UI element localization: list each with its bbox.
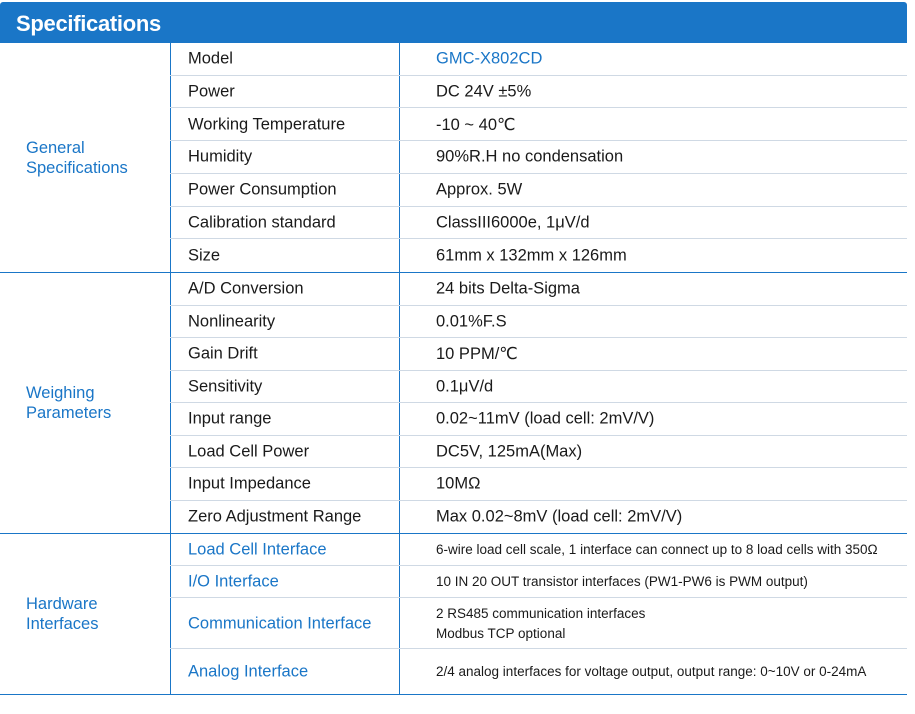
spec-value [436, 604, 645, 644]
spec-name: Calibration standard [188, 213, 336, 232]
spec-row [170, 501, 907, 534]
spec-row [170, 239, 907, 272]
spec-row [170, 403, 907, 436]
spec-value: Approx. 5W [436, 180, 523, 199]
spec-row [170, 371, 907, 404]
spec-value: 0.01%F.S [436, 312, 507, 331]
spec-row [170, 273, 907, 306]
spec-name: Gain Drift [188, 344, 258, 363]
section-label [26, 594, 98, 634]
spec-row [170, 108, 907, 141]
spec-row [170, 534, 907, 566]
section-label-line: Parameters [26, 404, 112, 422]
section-label-line: Specifications [26, 158, 128, 177]
spec-name: Communication Interface [188, 614, 372, 632]
spec-value-line: Modbus TCP optional [436, 625, 566, 641]
spec-table [0, 43, 907, 695]
spec-row [170, 338, 907, 371]
spec-value: 2/4 analog interfaces for voltage output, output range: 0~10V or 0-24mA [436, 663, 867, 679]
spec-row [170, 468, 907, 501]
section-label-line: General [26, 138, 85, 157]
spec-value: 61mm x 132mm x 126mm [436, 246, 627, 265]
spec-row [170, 76, 907, 109]
spec-row [170, 436, 907, 469]
section-label-line: Interfaces [26, 615, 99, 633]
spec-name: Load Cell Power [188, 442, 310, 461]
header-bar [0, 2, 907, 43]
spec-value: ClassIII6000e, 1μV/d [436, 213, 590, 232]
spec-row [170, 598, 907, 649]
section-label [26, 138, 128, 178]
section-label-line: Hardware [26, 595, 98, 613]
spec-value: -10 ~ 40℃ [436, 115, 516, 134]
spec-name: Input Impedance [188, 474, 311, 493]
spec-value: 10MΩ [436, 474, 481, 493]
spec-section [0, 273, 907, 534]
spec-value: 0.02~11mV (load cell: 2mV/V) [436, 409, 655, 428]
spec-name: Zero Adjustment Range [188, 507, 362, 526]
spec-value: DC 24V ±5% [436, 82, 532, 101]
spec-value-line: 2 RS485 communication interfaces [436, 605, 646, 621]
spec-value: DC5V, 125mA(Max) [436, 442, 583, 461]
spec-value: 24 bits Delta-Sigma [436, 279, 580, 298]
spec-name: Working Temperature [188, 115, 346, 134]
spec-name: Nonlinearity [188, 312, 276, 331]
spec-section [0, 534, 907, 695]
spec-name: Humidity [188, 147, 253, 166]
spec-name: Power Consumption [188, 180, 337, 199]
spec-name: A/D Conversion [188, 279, 304, 298]
page-title: Specifications [16, 11, 161, 36]
section-label [26, 383, 111, 423]
spec-row [170, 141, 907, 174]
spec-row [170, 649, 907, 694]
spec-row [170, 207, 907, 240]
spec-value: Max 0.02~8mV (load cell: 2mV/V) [436, 507, 683, 526]
spec-value: 6-wire load cell scale, 1 interface can connect up to 8 load cells with 350Ω [436, 542, 878, 557]
spec-name: Load Cell Interface [188, 540, 327, 559]
spec-value: 90%R.H no condensation [436, 147, 624, 166]
spec-name: Model [188, 49, 233, 68]
spec-name: Sensitivity [188, 377, 263, 396]
spec-section [0, 43, 907, 273]
spec-value: GMC-X802CD [436, 49, 543, 68]
spec-name: Size [188, 246, 221, 265]
spec-row [170, 306, 907, 339]
spec-value: 10 PPM/℃ [436, 345, 518, 364]
spec-row [170, 174, 907, 207]
spec-value: 0.1μV/d [436, 377, 494, 396]
spec-name: Power [188, 82, 235, 101]
section-label-line: Weighing [26, 384, 95, 402]
spec-row [170, 43, 907, 76]
spec-value: 10 IN 20 OUT transistor interfaces (PW1-PW6 is PWM output) [436, 574, 808, 589]
spec-name: Input range [188, 409, 272, 428]
spec-row [170, 566, 907, 598]
spec-name: Analog Interface [188, 662, 309, 680]
spec-name: I/O Interface [188, 572, 279, 591]
